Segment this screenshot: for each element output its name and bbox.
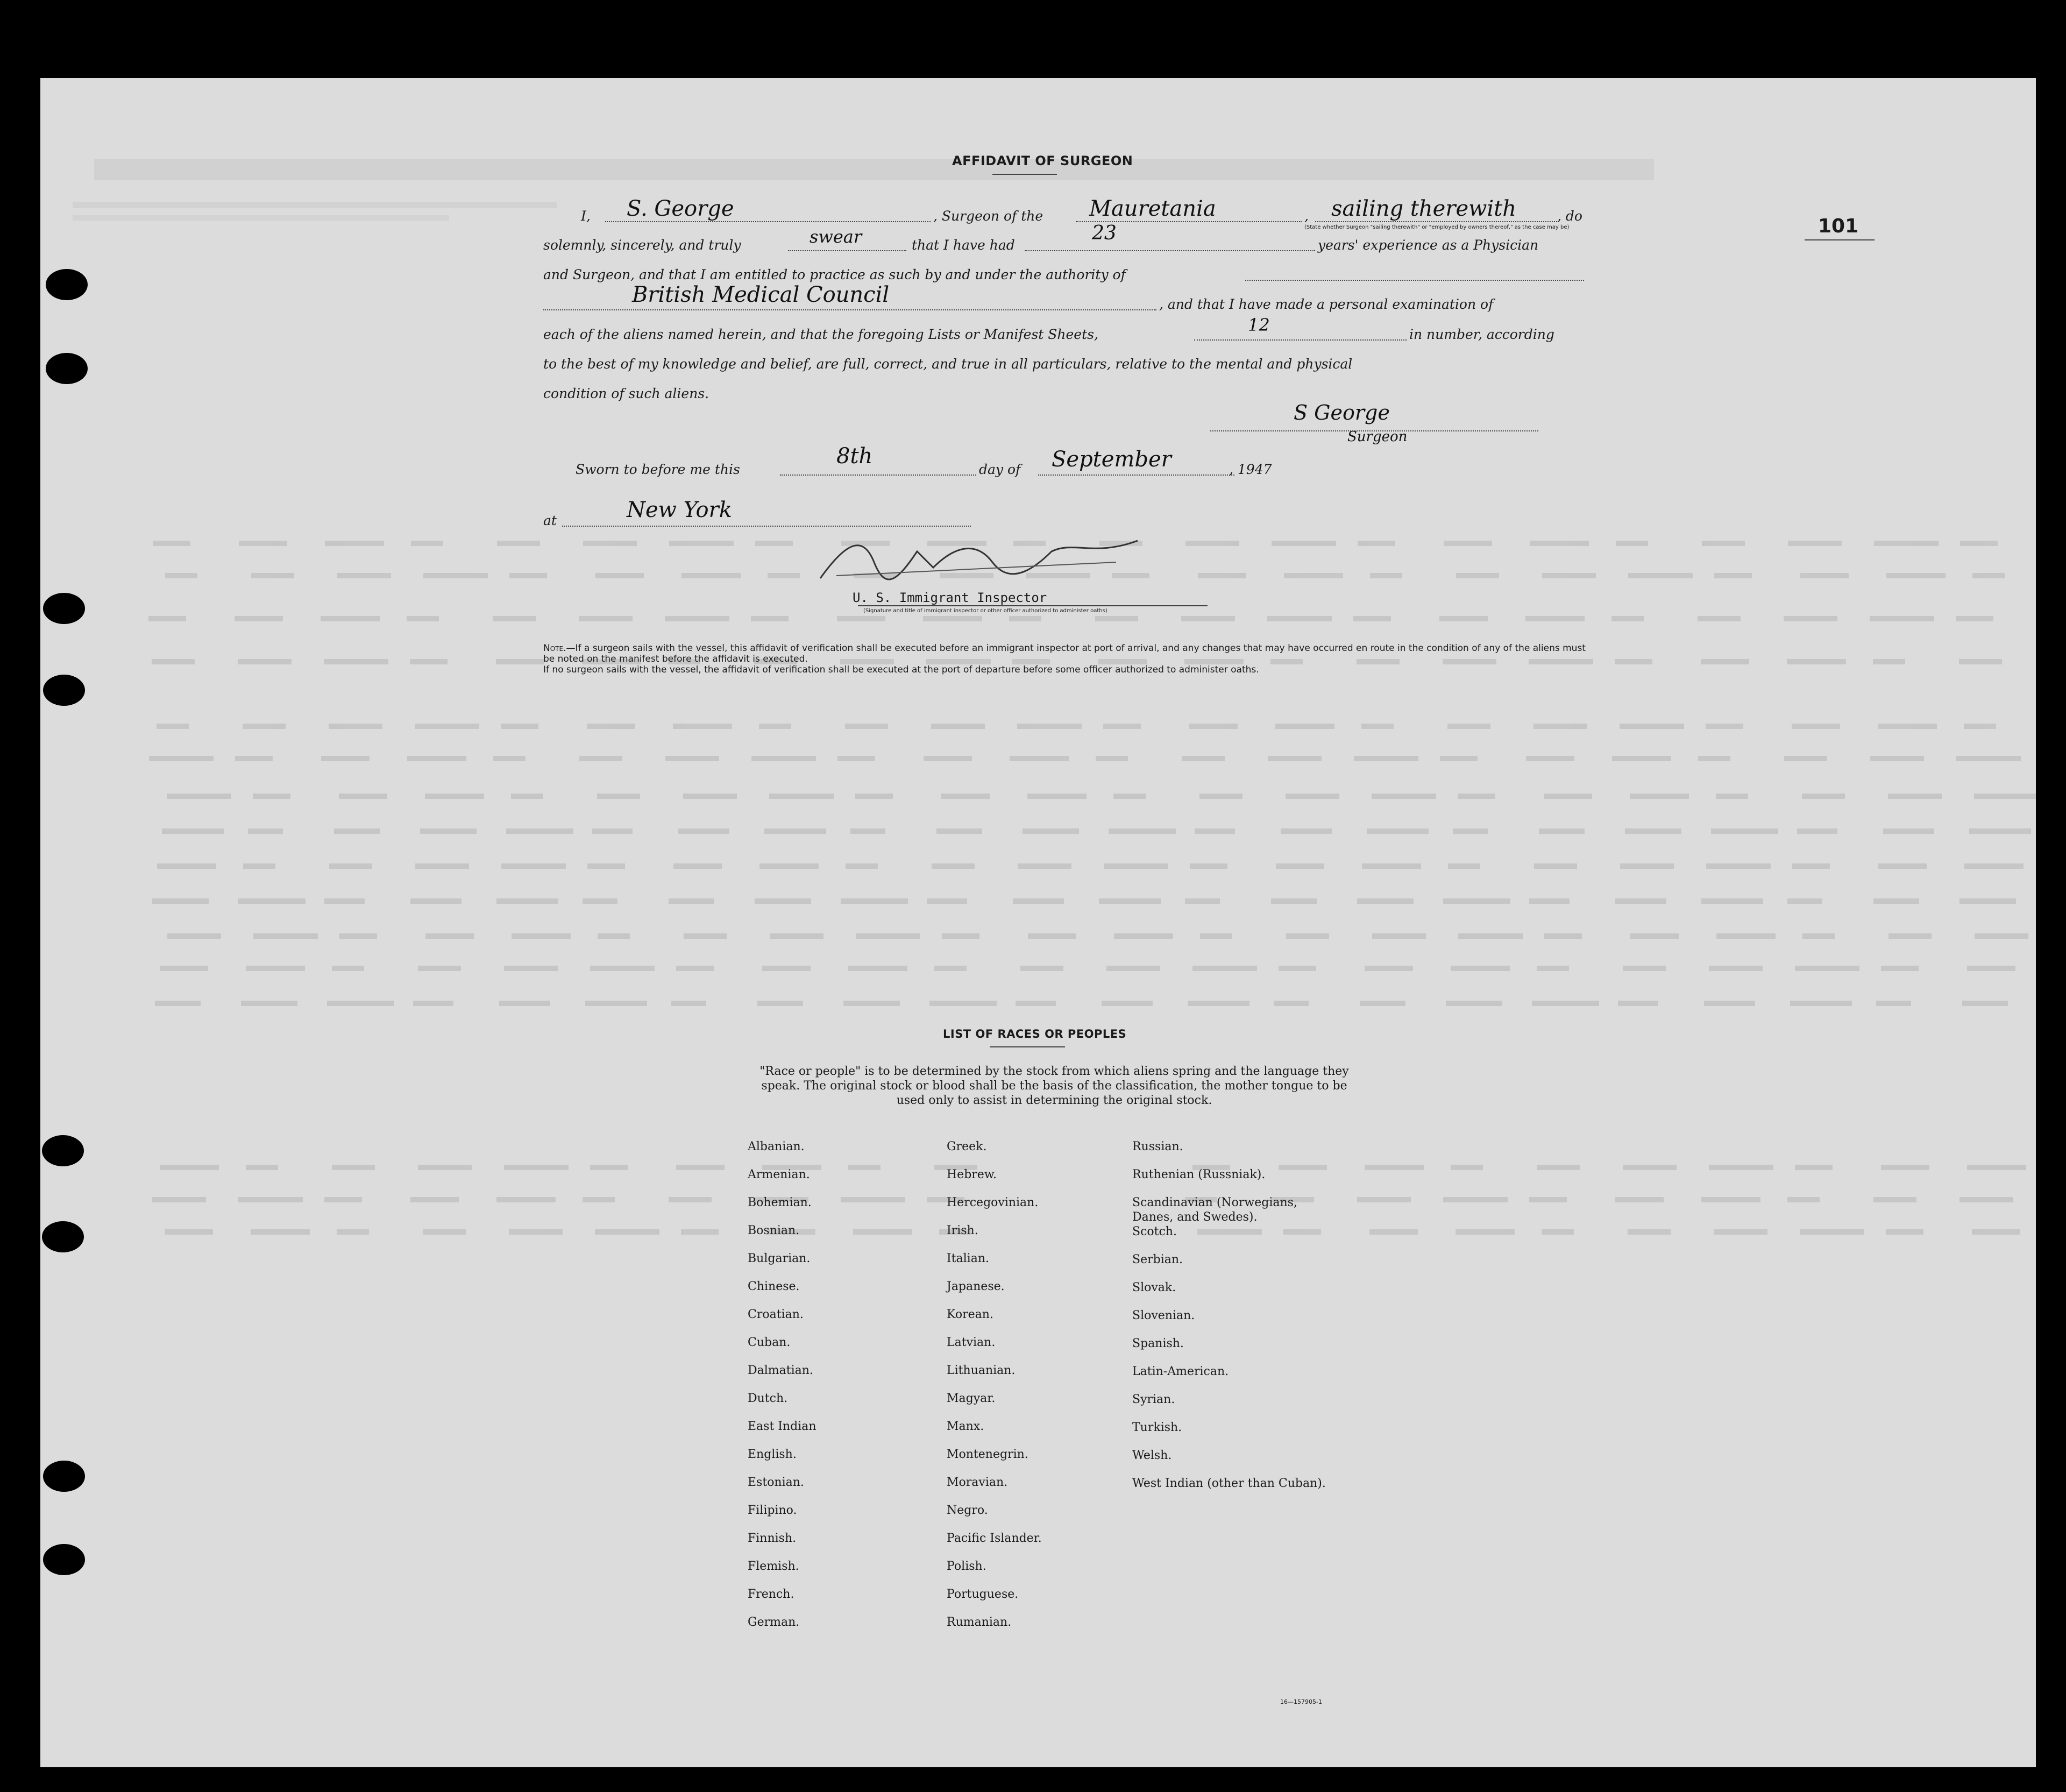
officer-caption: (Signature and title of immigrant inspector or other officer authorized to administer oaths)	[863, 608, 1107, 614]
race-item: Serbian.	[1132, 1253, 1183, 1266]
race-item: East Indian	[748, 1420, 817, 1433]
race-item: Scotch.	[1132, 1225, 1177, 1238]
comma-1: ,	[1304, 208, 1309, 224]
race-item: Lithuanian.	[947, 1364, 1016, 1377]
race-item: Syrian.	[1132, 1393, 1175, 1406]
race-item: Filipino.	[748, 1504, 797, 1517]
sheets-count: 12	[1248, 315, 1270, 335]
races-column-2	[947, 1139, 1042, 1643]
years-physician-label: years' experience as a Physician	[1318, 237, 1539, 253]
punch-hole	[43, 1461, 85, 1492]
race-item: Chinese.	[748, 1280, 800, 1293]
do-label: , do	[1557, 208, 1582, 224]
race-item: Greek.	[947, 1140, 987, 1153]
oath-line	[788, 250, 906, 251]
punch-hole	[46, 269, 88, 300]
race-item: Latvian.	[947, 1336, 996, 1349]
sworn-year: , 1947	[1229, 462, 1272, 477]
punch-hole	[42, 1221, 84, 1252]
race-item: Manx.	[947, 1420, 984, 1433]
punch-hole	[46, 353, 88, 384]
races-column-1	[748, 1139, 817, 1643]
authority-line-2	[543, 309, 1156, 310]
races-intro: "Race or people" is to be determined by the stock from which aliens spring and the language they speak. The original stock or blood shall be the basis of the classification, the mother tongue to be used only to assist in determining the original stock.	[759, 1065, 1349, 1107]
race-item: Croatian.	[748, 1308, 804, 1321]
oath-type: swear	[810, 226, 862, 247]
race-item: Russian.	[1132, 1140, 1183, 1153]
years-experience: 23	[1092, 222, 1117, 244]
punch-hole	[43, 1544, 85, 1575]
race-item: Flemish.	[748, 1560, 799, 1573]
punch-hole	[42, 1135, 84, 1166]
race-item: Moravian.	[947, 1476, 1008, 1489]
note-text-2: If no surgeon sails with the vessel, the affidavit of verification shall be executed at the port of departure before some officer authorized to administer oaths.	[543, 664, 1259, 675]
inspector-signature	[815, 530, 1148, 589]
races-title: LIST OF RACES OR PEOPLES	[943, 1028, 1127, 1040]
races-title-rule	[990, 1046, 1065, 1047]
state-note: (State whether Surgeon "sailing therewith" or "employed by owners thereof," as the case may be)	[1304, 224, 1570, 230]
sailing-text: sailing therewith	[1331, 196, 1517, 221]
race-item: Dalmatian.	[748, 1364, 813, 1377]
sheets-line	[1194, 339, 1407, 341]
race-item: Rumanian.	[947, 1616, 1012, 1629]
affidavit-title: AFFIDAVIT OF SURGEON	[952, 153, 1133, 168]
race-item: Scandinavian (Norwegians, Danes, and Swedes).	[1132, 1196, 1297, 1224]
affidavit-title-rule	[992, 174, 1057, 175]
race-item: Negro.	[947, 1504, 988, 1517]
personal-exam-label: , and that I have made a personal examination of	[1159, 296, 1494, 312]
punch-hole	[43, 593, 85, 624]
punch-hole	[43, 675, 85, 706]
sailing-line	[1315, 221, 1557, 222]
sworn-month: September	[1052, 447, 1172, 472]
race-item: Italian.	[947, 1252, 989, 1265]
race-item: Pacific Islander.	[947, 1532, 1042, 1545]
authority-body: British Medical Council	[632, 282, 890, 307]
solemnly-label: solemnly, sincerely, and truly	[543, 237, 741, 253]
race-item: Hebrew.	[947, 1168, 997, 1181]
affidavit-i: I,	[581, 208, 591, 224]
race-item: Korean.	[947, 1308, 993, 1321]
place-line	[562, 526, 971, 527]
form-code: 16—157905-1	[1280, 1698, 1322, 1705]
race-item: Armenian.	[748, 1168, 810, 1181]
page-number: 101	[1818, 215, 1859, 237]
note-text-1: —If a surgeon sails with the vessel, this affidavit of verification shall be executed before an immigrant inspector at port of arrival, and any changes that may have occurred en route in the condition of any of the aliens must be noted on the manifest before the affidavit is executed.	[543, 643, 1586, 664]
race-item: Portuguese.	[947, 1588, 1019, 1601]
officer-line	[858, 605, 1208, 606]
race-item: Magyar.	[947, 1392, 996, 1405]
race-item: Turkish.	[1132, 1421, 1182, 1434]
at-place: New York	[627, 498, 732, 522]
race-item: Slovenian.	[1132, 1309, 1195, 1322]
note-label: Note.	[543, 643, 566, 654]
had-label: that I have had	[912, 237, 1015, 253]
race-item: Bulgarian.	[748, 1252, 811, 1265]
page-number-rule	[1805, 239, 1875, 240]
surgeon-name: S. George	[627, 196, 734, 221]
race-item: Finnish.	[748, 1532, 797, 1545]
race-item: West Indian (other than Cuban).	[1132, 1477, 1326, 1490]
race-item: German.	[748, 1616, 800, 1629]
race-item: Bohemian.	[748, 1196, 812, 1209]
signature-title: Surgeon	[1347, 429, 1408, 445]
race-item: Welsh.	[1132, 1449, 1172, 1462]
sworn-label: Sworn to before me this	[576, 462, 740, 477]
race-item: Hercegovinian.	[947, 1196, 1039, 1209]
ship-name: Mauretania	[1089, 196, 1216, 221]
race-item: Polish.	[947, 1560, 986, 1573]
condition-line: condition of such aliens.	[543, 386, 709, 401]
race-item: Cuban.	[748, 1336, 791, 1349]
races-column-3	[1132, 1139, 1331, 1504]
surgeon-name-line	[605, 221, 931, 222]
sworn-day: 8th	[836, 444, 873, 469]
race-item: Spanish.	[1132, 1337, 1184, 1350]
day-of-label: day of	[979, 462, 1021, 477]
race-item: Latin-American.	[1132, 1365, 1229, 1378]
race-item: Slovak.	[1132, 1281, 1176, 1294]
race-item: Albanian.	[748, 1140, 805, 1153]
race-item: Estonian.	[748, 1476, 804, 1489]
officer-title: U. S. Immigrant Inspector	[853, 590, 1047, 605]
knowledge-line: to the best of my knowledge and belief, are full, correct, and true in all particulars, relative to the mental and physical	[543, 356, 1353, 372]
race-item: Ruthenian (Russniak).	[1132, 1168, 1266, 1181]
race-item: Montenegrin.	[947, 1448, 1028, 1461]
surgeon-of-label: , Surgeon of the	[933, 208, 1043, 224]
race-item: Bosnian.	[748, 1224, 800, 1237]
in-number-label: in number, according	[1409, 327, 1554, 342]
authority-line-1	[1245, 280, 1584, 281]
month-line	[1038, 474, 1234, 476]
surgeon-note	[543, 643, 1587, 675]
authority-label: and Surgeon, and that I am entitled to practice as such by and under the authority of	[543, 267, 1126, 282]
race-item: Japanese.	[947, 1280, 1005, 1293]
race-item: Irish.	[947, 1224, 978, 1237]
race-item: French.	[748, 1588, 794, 1601]
at-label: at	[543, 513, 557, 528]
race-item: Dutch.	[748, 1392, 788, 1405]
day-line	[780, 474, 976, 476]
years-line	[1025, 250, 1315, 251]
manifest-sheet	[40, 78, 2036, 1767]
surgeon-signature: S George	[1294, 401, 1390, 424]
manifest-sheets-label: each of the aliens named herein, and that the foregoing Lists or Manifest Sheets,	[543, 327, 1098, 342]
race-item: English.	[748, 1448, 797, 1461]
